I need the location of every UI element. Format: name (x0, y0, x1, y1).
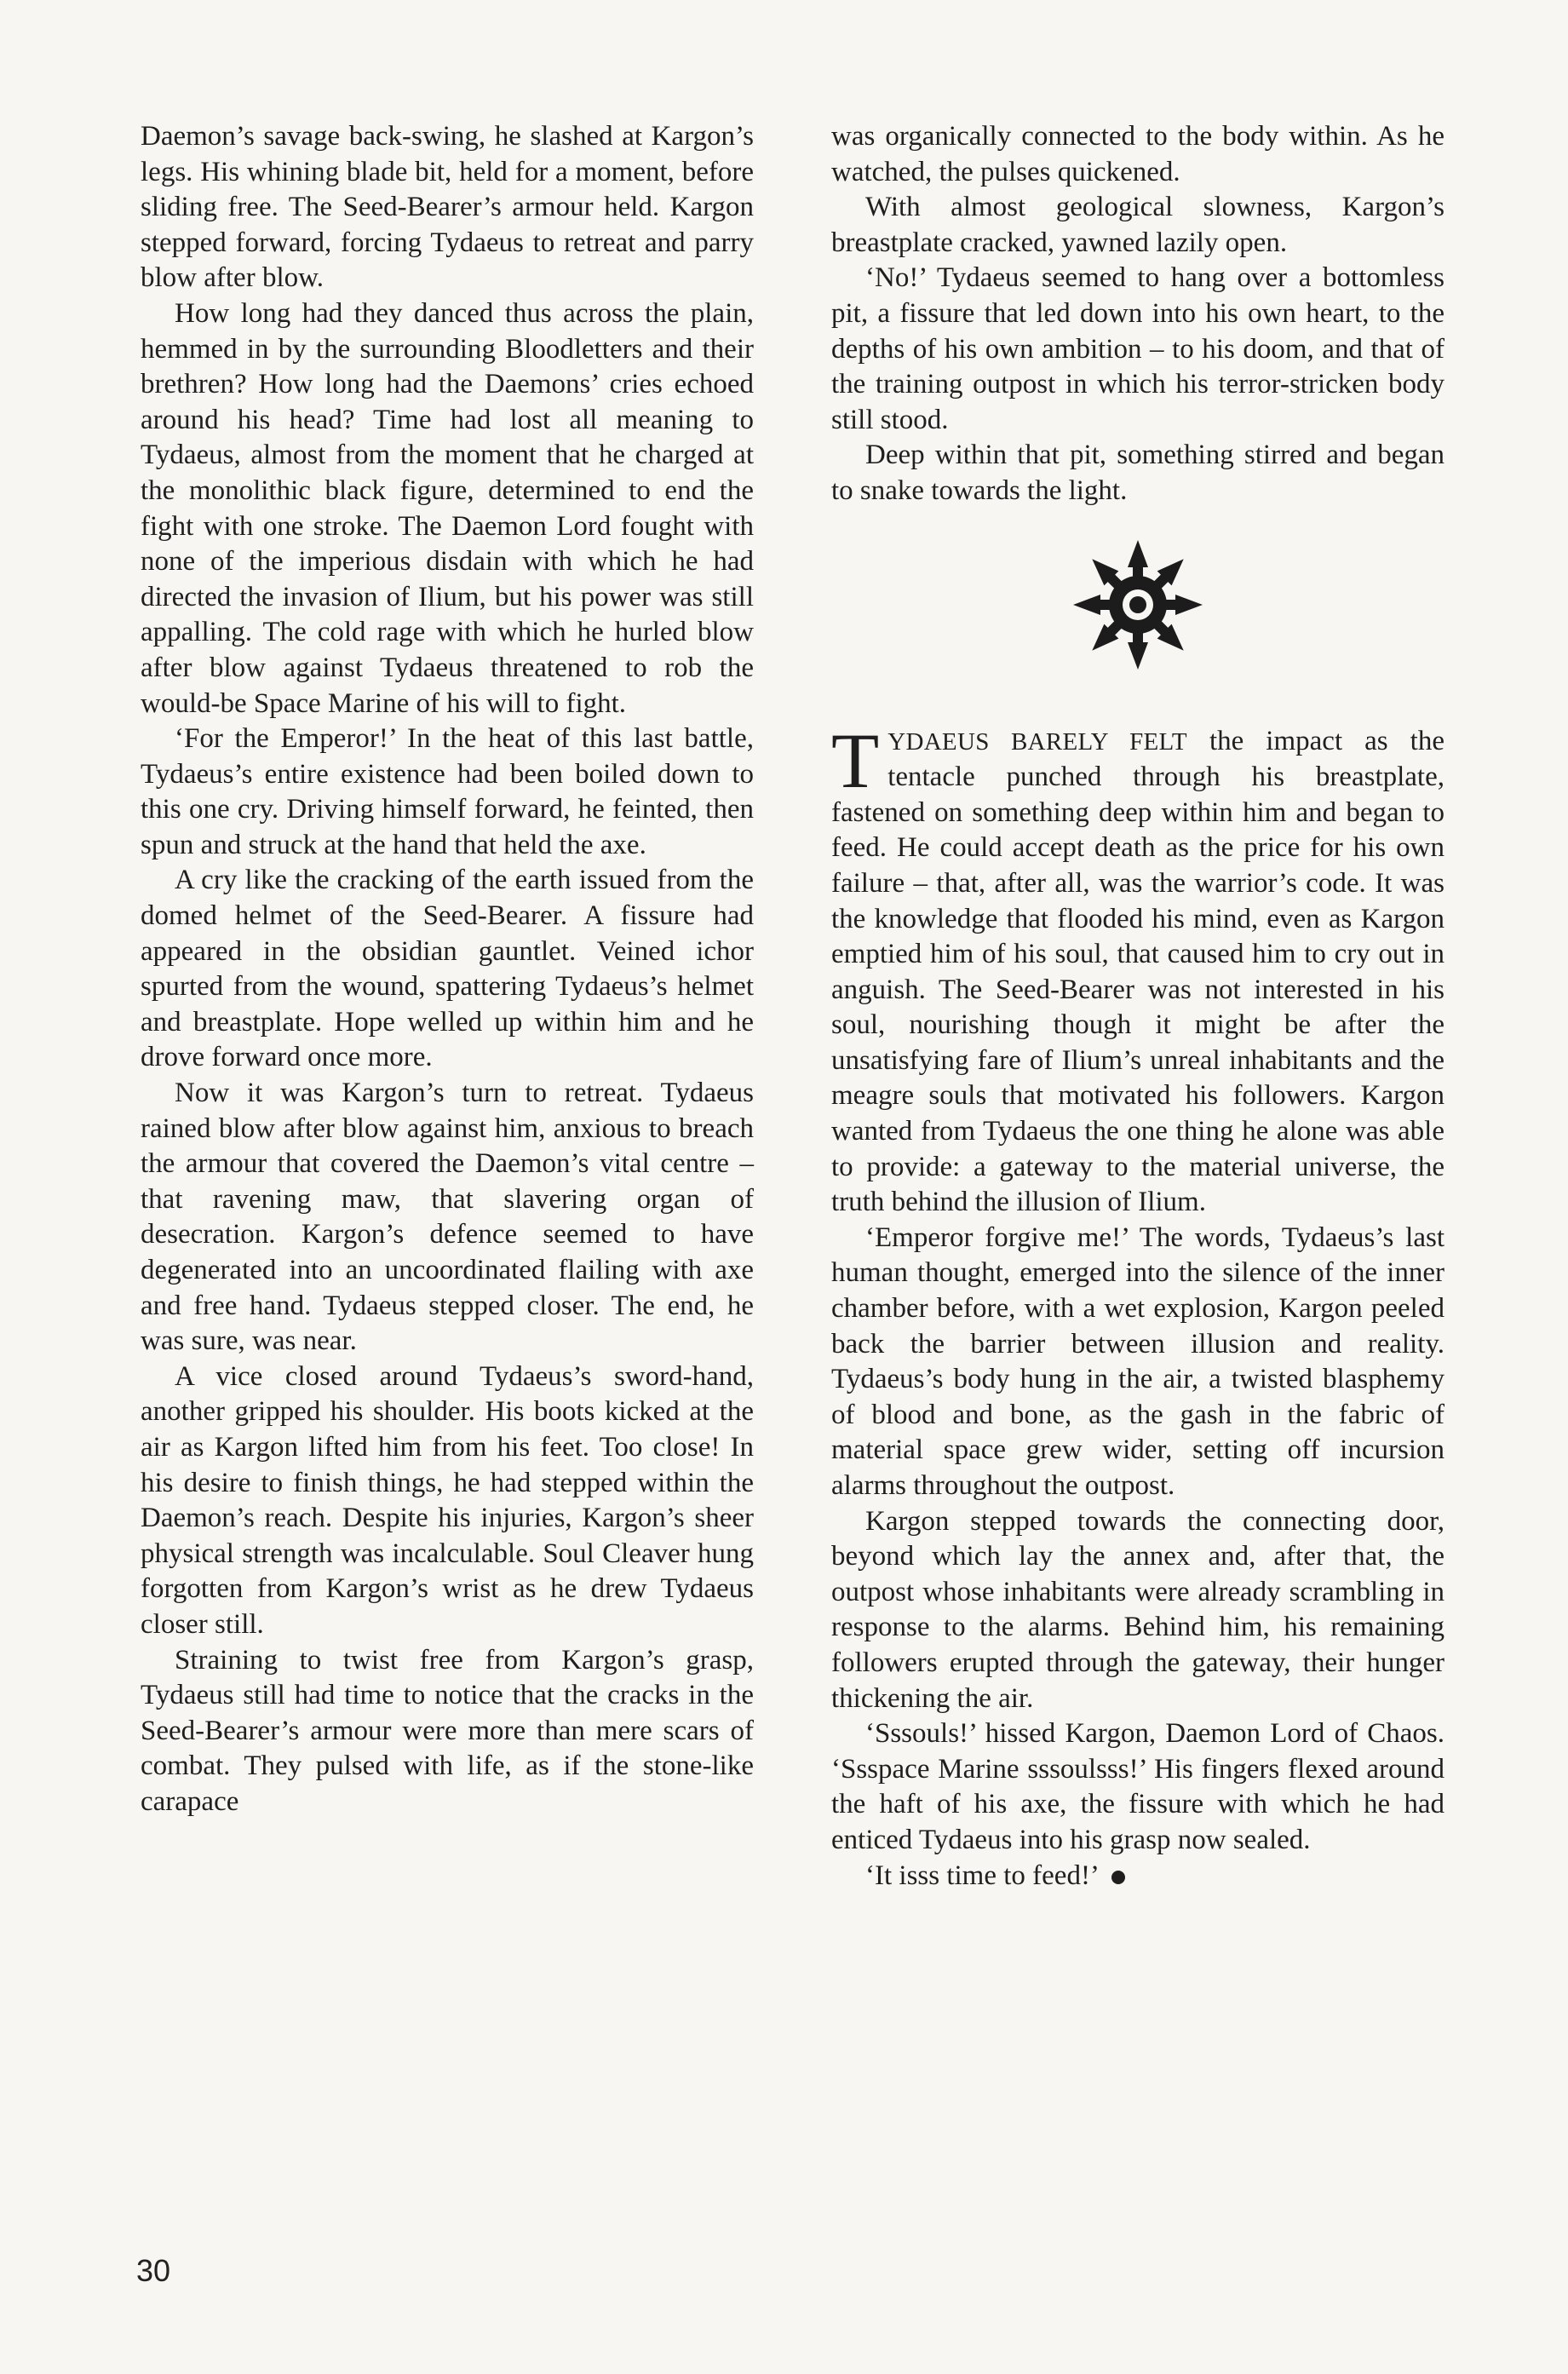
section-opening-paragraph (831, 716, 1445, 1221)
paragraph: Kargon stepped towards the connecting door, beyond which lay the annex and, after that, the outpost whose inhabitants were already scrambling in response to the alarms. Behind him, his remaining followers erupted through the gateway, their hunger thickening the air. (831, 1505, 1445, 1714)
paragraph: Straining to twist free from Kargon’s grasp, Tydaeus still had time to notice that the cracks in the Seed-Bearer’s armour were more than mere scars of combat. They pulsed with life, as if the stone-like carapace (141, 1644, 754, 1817)
paragraph-text: the impact as the tentacle punched through his breastplate, fastened on something deep within him and began to feed. He could accept death as the price for his own failure – that, after all, was the warrior’s code. It was the knowledge that flooded his mind, even as Kargon emptied him of his soul, that caused him to cry out in anguish. The Seed-Bearer was not interested in his soul, nourishing though it might be after the unsatisfying fare of Ilium’s unreal inhabitants and the meagre souls that motivated his followers. Kargon wanted from Tydaeus the one thing he alone was able to provide: a gateway to the material universe, the truth behind the illusion of Ilium. (831, 725, 1445, 1218)
end-mark-icon (1111, 1871, 1125, 1884)
chaos-star-icon (1070, 537, 1206, 673)
page-number: 30 (136, 2253, 171, 2288)
drop-cap: T (831, 716, 880, 804)
paragraph: Now it was Kargon’s turn to retreat. Tydaeus rained blow after blow against him, anxious to breach the armour that covered the Daemon’s vital centre – that ravening maw, that slavering organ of desecration. Kargon’s defence seemed to have degenerated into an uncoordinated flailing with axe and free hand. Tydaeus stepped closer. The end, he was sure, was near. (141, 1078, 754, 1357)
paragraph: Deep within that pit, something stirred and began to snake towards the light. (831, 440, 1445, 506)
paragraph: was organically connected to the body within. As he watched, the pulses quickened. (831, 121, 1445, 187)
paragraph: How long had they danced thus across the plain, hemmed in by the surrounding Bloodletters and their brethren? How long had the Daemons’ cries echoed around his head? Time had lost all meaning to Tydaeus, almost from the moment that he charged at the monolithic black figure, determined to end the fight with one stroke. The Daemon Lord fought with none of the imperious disdain with which he had directed the invasion of Ilium, but his power was still appalling. The cold rage with which he hurled blow after blow against Tydaeus threatened to rob the would-be Space Marine of his will to fight. (141, 297, 754, 719)
paragraph: ‘Sssouls!’ hissed Kargon, Daemon Lord of Chaos. ‘Ssspace Marine sssoulsss!’ His fingers flexed around the haft of his axe, the fissure with which he had enticed Tydaeus into his grasp now sealed. (831, 1718, 1445, 1855)
final-line: ‘It isss time to feed!’ (865, 1860, 1100, 1891)
paragraph: With almost geological slowness, Kargon’s breastplate cracked, yawned lazily open. (831, 192, 1445, 258)
right-column (831, 119, 1445, 1894)
paragraph: ‘For the Emperor!’ In the heat of this last battle, Tydaeus’s entire existence had been boiled down to this one cry. Driving himself forward, he feinted, then spun and struck at the hand that held the axe. (141, 723, 754, 860)
paragraph: A cry like the cracking of the earth issued from the domed helmet of the Seed-Bearer. A fissure had appeared in the obsidian gauntlet. Veined ichor spurted from the wound, spattering Tydaeus’s helmet and breastplate. Hope welled up within him and he drove forward once more. (141, 865, 754, 1073)
small-caps-lead: YDAEUS BARELY FELT (887, 727, 1187, 756)
final-paragraph (831, 1859, 1445, 1894)
paragraph: Daemon’s savage back-swing, he slashed at Kargon’s legs. His whining blade bit, held for a moment, before sliding free. The Seed-Bearer’s armour held. Kargon stepped forward, forcing Tydaeus to retreat and parry blow after blow. (141, 121, 754, 294)
left-column (141, 119, 754, 1820)
paragraph: ‘Emperor forgive me!’ The words, Tydaeus’s last human thought, emerged into the silence of the inner chamber before, with a wet explosion, Kargon peeled back the barrier between illusion and reality. Tydaeus’s body hung in the air, a twisted blasphemy of blood and bone, as the gash in the fabric of material space grew wider, setting off incursion alarms throughout the outpost. (831, 1221, 1445, 1501)
paragraph: A vice closed around Tydaeus’s sword-hand, another gripped his shoulder. His boots kicked at the air as Kargon lifted him from his feet. Too close! In his desire to finish things, he had stepped within the Daemon’s reach. Despite his injuries, Kargon’s sheer physical strength was incalculable. Soul Cleaver hung forgotten from Kargon’s wrist as he drew Tydaeus closer still. (141, 1360, 754, 1640)
paragraph: ‘No!’ Tydaeus seemed to hang over a bottomless pit, a fissure that led down into his own heart, to the depths of his own ambition – to his doom, and that of the training outpost in which his terror-stricken body still stood. (831, 262, 1445, 435)
